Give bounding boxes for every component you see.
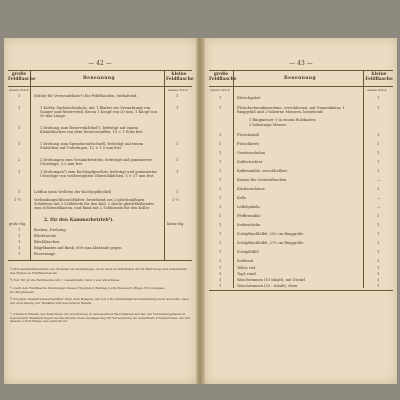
section-qty: 1 [18,240,21,244]
item-qty-left: 1 [219,232,222,236]
item-qty-left: 1 [18,170,21,174]
table-top-rule [209,70,393,71]
footnote: ⁵) Vierfach Einzeln des Kästchens der Ausrüstung in Anwesenheit Beschlüssen auf der der Verwaltungshafen in besonderen Bestimmungen bei Deckel bis Tiefe Auslagerung für Verwendung im Aufenthalt 4 Feldstücken, als mit diesem sofort Pflege aus gedacht ist. [10,312,190,324]
subheader-right: Anzahl, Stück [168,88,188,92]
item-text: Waschwannen (25 › Inhalt), eben [237,284,298,288]
item-qty-right: 1 [377,142,380,146]
header-bottom-rule [209,86,393,87]
subheader-left: Anzahl, Stück [210,88,230,92]
item-qty-left: 1 [219,196,222,200]
footnote: ¹) Mit Ausnahmenstellen von Stunden ist unabhängig, ob es auch in Schränken durch Fahrzeuge bei Aufenthalte des Feldes zu Feldflaschen ist. [10,267,188,275]
item-qty-left: 1 [219,133,222,137]
item-qty-right: 1 [377,266,380,270]
section-item: Becken, Drehung [34,228,66,232]
item-text: Löffelgabeln [237,205,260,209]
item-text: Lötflux (zum Verlöten der Kochtopfdeckel) [34,190,112,194]
item-qty-right: — [377,205,381,209]
item-qty-left: 1 [219,178,222,182]
item-text: Kaffeetrichter [237,160,263,164]
item-text: Seihtuch [237,259,254,263]
column-divider-left [233,70,234,288]
section-qty: 1 [18,234,21,238]
item-qty-right: 1 [176,106,179,110]
item-qty-right: 1 ²⁄₃ [172,198,179,202]
section-item: Blechflaschen [34,240,60,244]
table-bottom-rule [209,290,393,291]
item-qty-left: 1 [219,272,222,276]
item-qty-right: 1 [176,170,179,174]
item-qty-right: 1 [377,272,380,276]
section-qty: 1 [18,246,21,250]
item-text: Waschwannen (10 Inhalt), mit Deckel [237,278,306,282]
item-qty-left: 2 [18,158,21,162]
subheader-left: Anzahl, Stück [9,88,29,92]
header-small-flask: kleine Feldflasche [166,72,194,82]
book-gutter [196,38,204,384]
item-qty-left: 1 [18,94,21,98]
item-text: Fleischbrett [237,142,260,146]
item-text: Stücke für Verwendekiste¹) für Feldflaschen, enthaltend: [34,94,138,98]
item-qty-left: 1 [219,169,222,173]
item-qty-right: 1 [377,106,380,110]
item-text: Bleischgabel [237,96,261,100]
item-text: 1 Drehungen²) zum Kochtopfgeschirr, befestigt und gummierter Unterlage von weißvergütem Oberschildchen, 5 × 27 mm fest [40,170,157,178]
left-page [4,38,197,384]
item-qty-right: 1 [176,190,179,194]
header-small-flask: kleine Feldflasche [365,72,393,82]
item-text: Verbindungschlüssel/Halter, bestehend aus 2 gleichmäßigen Schiebern mit 2 Schläfseln für den Keil, 2 davon gleichbleibendes zum Schlüsselkasten, und Bank mit 2 Schlüsseln für den Keller [34,198,155,210]
item-qty-left: 1 [219,259,222,263]
item-qty-left: 1 [219,96,222,100]
item-qty-left: 1 [219,223,222,227]
item-text: Teller, tief [237,266,256,270]
item-qty-left: 1 [219,278,222,282]
table-bottom-rule [8,260,192,261]
item-text: Fleischschneidmaschine, verschlossen, mit Nomenklatur, 1 Ringgefäß und 2 hölzerne Messern, bestehend: [237,106,345,114]
item-qty-right: 1 [377,160,380,164]
section-title: 2. für den Kammerbetrieb³). [44,218,114,223]
left-page-number: — 42 — [88,60,112,67]
item-qty-right: 1 [377,214,380,218]
subheader-right: Anzahl, Stück [367,88,387,92]
footnote: ⁴) Zu jeder Gesamtwasserbehälter über dem Beispiel, als von 2 Kochbildkunst-Vorratshaltung auch aufrecht, dass der Ausrüstung der Behälter mit besonderer Befehl. [10,297,189,305]
header-large-flask: große Feldflasche [209,72,237,82]
item-qty-right: 1 [377,259,380,263]
item-qty-right: — [377,178,381,182]
item-qty-right: — [377,196,381,200]
item-text: Kasten für Gewürzflaschen [237,178,287,182]
item-text: Topf, rund [237,272,256,276]
item-qty-right: 1 [377,250,380,254]
footnote: ³) Auch den Feldflasche Drehungen dieses Ergebnis 2 Beitrag zu Kochsteuern Pflege 30 Lösungen, Kochtopfsteuer. [10,286,166,294]
item-qty-right: 1 [377,133,380,137]
item-qty-left: 1 [18,142,21,146]
right-page [204,38,397,384]
item-text: 1 Kiefer, Sächsischenholz, mit 1 Blatter zur Verwahrung von Sauger und Reserveteil, davon 1 Knopf von 20 mm, 1 Knopf von 30 mm Länge [40,106,157,118]
column-divider-right [363,70,364,288]
item-text: 2 hölzernige Messer [249,123,287,127]
section-sub-left: große Stg. [9,222,27,226]
item-text: Kelle [237,196,247,200]
item-text: Schöpflöffel [237,250,259,254]
section-item: Blechtasche [34,234,57,238]
column-divider-right [164,70,165,260]
item-qty-left: 1 [219,214,222,218]
item-qty-right: 1 [176,158,179,162]
item-qty-right: 1 [377,278,380,282]
section-sub-right: kleine Stg. [167,222,185,226]
header-designation: Benennung [284,76,316,81]
item-text: Gewürzschalen [237,151,265,155]
column-divider-left [30,70,31,260]
item-qty-right: 1 [377,232,380,236]
item-text: 1 Drehung zum Speisekesselschnell, befestigt auf einem Stuhlchen auf Unterlagen, 12 × 1,5 mm fest [40,142,144,150]
item-text: Fleischstahl [237,133,259,137]
item-text: Kaffeemühle, verschließbar [237,169,288,173]
item-qty-right: 1 [176,142,179,146]
item-qty-left: 1 [219,250,222,254]
item-qty-right: 1 [377,241,380,245]
item-qty-left: 1 [18,106,21,110]
item-qty-left: 1 [219,284,222,288]
item-qty-left: 1 [219,205,222,209]
item-qty-left: 1 [219,106,222,110]
item-qty-right: 1 [377,284,380,288]
item-text: 2 Drehungen zum Gesamtbetriebe, befestigt und gummierter Unterlage, 3,3 mm fest [40,158,153,166]
item-text: Schöpfkochlöffel, 200 cm Ringgröße [237,232,304,236]
item-qty-left: 1 [18,190,21,194]
item-text: Pfeffermühle [237,214,261,218]
header-large-flask: große Feldflasche [8,72,36,82]
header-designation: Benennung [83,76,115,81]
item-qty-left: 1 [219,266,222,270]
item-qty-left: 1 [219,241,222,245]
item-text: 1 Drehung zum Reservefaßchel²), befestigt auf einem Kleinbläschen von dem Reservewaffen, 10 × 1 Ecke fest [40,126,143,134]
item-qty-right: 1 [377,169,380,173]
footnote: ²) Nur für große Feldflasche mit 1 Gesamtzahl, rund 2 aus Verschluss. [10,278,121,282]
section-item: Bügelkasten auf Bank, 600 mm Abstände gegen [34,246,122,250]
header-bottom-rule [8,86,192,87]
item-qty-left: 1 [219,187,222,191]
section-item: Feuerzange [34,252,56,256]
item-qty-right: 1 [377,151,380,155]
item-text: Küchenschürze [237,187,265,191]
item-text: Schöpfkochlöffel, 275 cm Ringgröße [237,241,304,245]
section-qty: 1 [18,252,21,256]
item-text: 1 Ringmesser } in einem Holzkasten [249,118,316,122]
right-page-number: — 43 — [289,60,313,67]
item-qty-left: 1 [219,142,222,146]
item-qty-left: 1 [219,151,222,155]
item-qty-right: 1 [176,94,179,98]
item-qty-right: 1 [377,223,380,227]
item-qty-right: 1 [377,96,380,100]
item-qty-left: 1 [219,160,222,164]
item-qty-left: 1 ²⁄₃ [14,198,21,202]
item-text: Seifenstücke [237,223,261,227]
item-qty-right: 1 [377,187,380,191]
item-qty-left: 1 [18,126,21,130]
section-qty: 1 [18,228,21,232]
